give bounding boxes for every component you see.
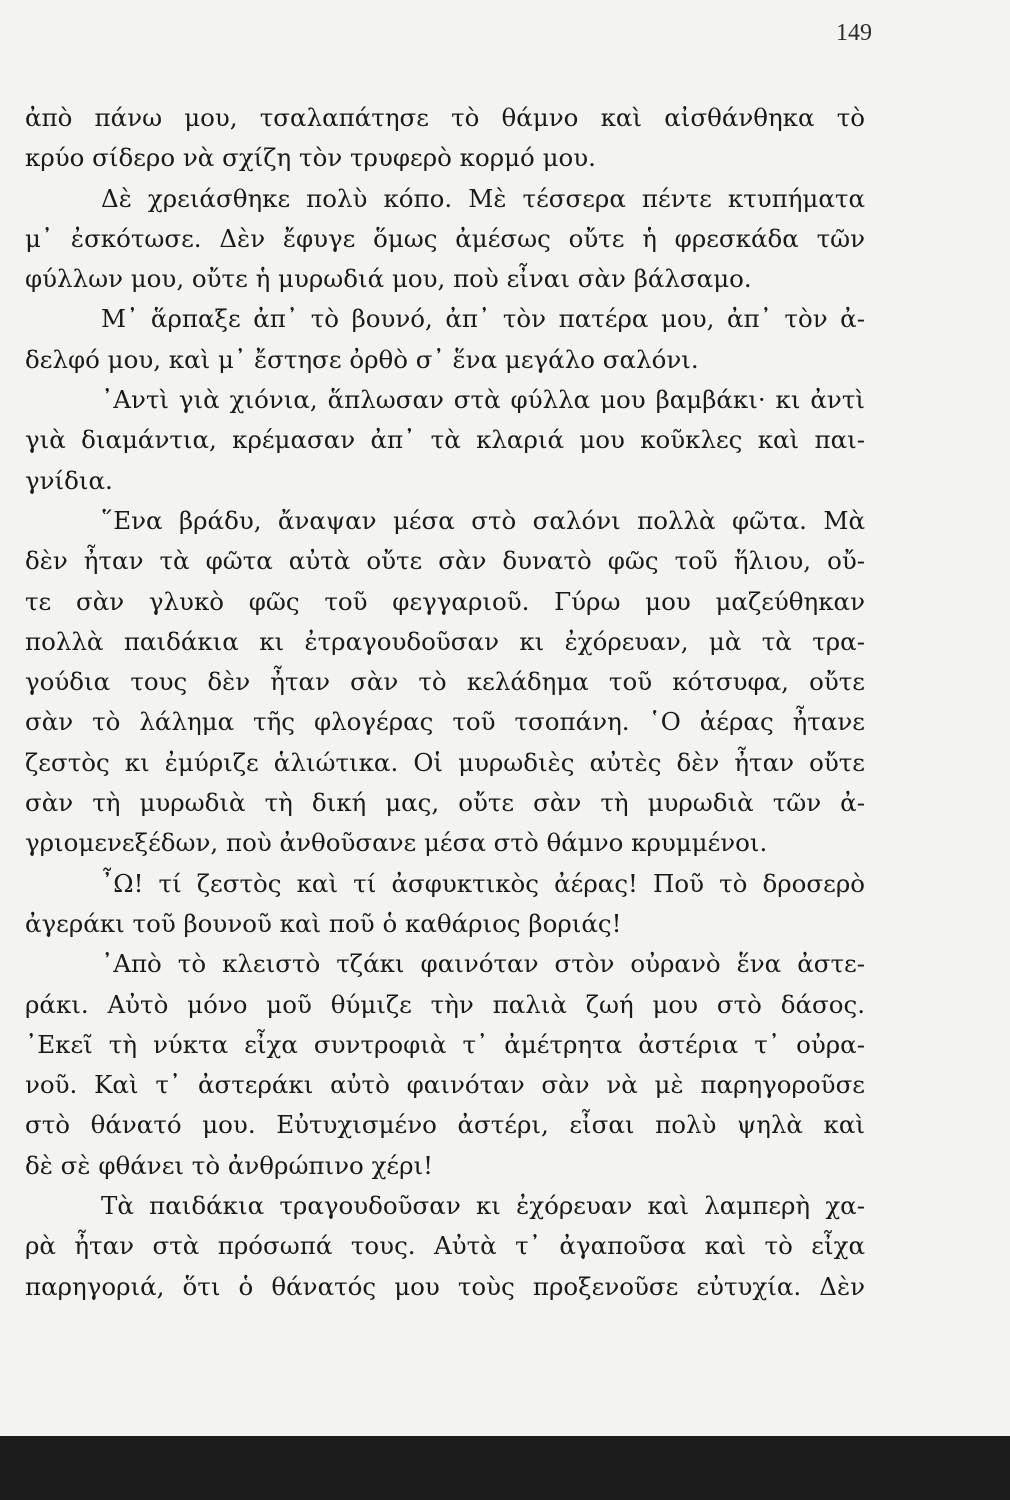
text-line: νοῦ. Καὶ τ᾽ ἀστεράκι αὐτὸ φαινόταν σὰν νὰ μὲ παρηγοροῦσε — [25, 1070, 865, 1100]
text-line: ῏Ω! τί ζεστὸς καὶ τί ἀσφυκτικὸς ἀέρας! Ποῦ τὸ δροσερὸ — [101, 868, 865, 898]
body-text — [25, 98, 865, 1307]
text-line: παρηγοριά, ὅτι ὁ θάνατός μου τοὺς προξενοῦσε εὐτυχία. Δὲν — [25, 1271, 865, 1301]
text-line: γιὰ διαμάντια, κρέμασαν ἀπ᾽ τὰ κλαριά μου κοῦκλες καὶ παι- — [25, 425, 865, 455]
text-line: ράκι. Αὐτὸ μόνο μοῦ θύμιζε τὴν παλιὰ ζωή μου στὸ δάσος. — [25, 989, 865, 1019]
text-line: στὸ θάνατό μου. Εὐτυχισμένο ἀστέρι, εἶσαι πολὺ ψηλὰ καὶ — [25, 1110, 865, 1140]
text-line: σὰν τὸ λάλημα τῆς φλογέρας τοῦ τσοπάνη. ῾Ο ἀέρας ἦτανε — [25, 707, 865, 737]
text-line: ζεστὸς κι ἐμύριζε ἁλιώτικα. Οἱ μυρωδιὲς αὐτὲς δὲν ἦταν οὔτε — [25, 747, 865, 777]
text-line: δὲ σὲ φθάνει τὸ ἀνθρώπινο χέρι! — [25, 1150, 433, 1180]
text-line: ᾽Εκεῖ τὴ νύκτα εἶχα συντροφιὰ τ᾽ ἀμέτρητα ἀστέρια τ᾽ οὐρα- — [25, 1029, 865, 1059]
text-line: ᾽Αντὶ γιὰ χιόνια, ἅπλωσαν στὰ φύλλα μου βαμβάκι· κι ἀντὶ — [101, 385, 865, 415]
text-line: δὲν ἦταν τὰ φῶτα αὐτὰ οὔτε σὰν δυνατὸ φῶς τοῦ ἥλιου, οὔ- — [25, 546, 865, 576]
text-line: ἀγεράκι τοῦ βουνοῦ καὶ ποῦ ὁ καθάριος βοριάς! — [25, 908, 622, 938]
text-line: Δὲ χρειάσθηκε πολὺ κόπο. Μὲ τέσσερα πέντε κτυπήματα — [101, 183, 865, 213]
text-line: μ᾽ ἐσκότωσε. Δὲν ἔφυγε ὅμως ἀμέσως οὔτε ἡ φρεσκάδα τῶν — [25, 223, 865, 253]
text-line: πολλὰ παιδάκια κι ἐτραγουδοῦσαν κι ἐχόρευαν, μὰ τὰ τρα- — [25, 626, 865, 656]
text-line: Τὰ παιδάκια τραγουδοῦσαν κι ἐχόρευαν καὶ λαμπερὴ χα- — [101, 1191, 865, 1221]
page-number: 149 — [836, 20, 872, 46]
text-line: γνίδια. — [25, 465, 113, 495]
text-line: δελφό μου, καὶ μ᾽ ἔστησε ὀρθὸ σ᾽ ἕνα μεγάλο σαλόνι. — [25, 344, 699, 374]
text-line: ρὰ ἦταν στὰ πρόσωπά τους. Αὐτὰ τ᾽ ἀγαποῦσα καὶ τὸ εἶχα — [25, 1231, 865, 1261]
text-line: τε σὰν γλυκὸ φῶς τοῦ φεγγαριοῦ. Γύρω μου μαζεύθηκαν — [25, 586, 865, 616]
text-line: ᾽Απὸ τὸ κλειστὸ τζάκι φαινόταν στὸν οὐρανὸ ἕνα ἀστε- — [101, 949, 865, 979]
text-line: κρύο σίδερο νὰ σχίζη τὸν τρυφερὸ κορμό μου. — [25, 143, 596, 173]
scan-bottom-edge — [0, 1436, 1010, 1500]
text-line: ῞Ενα βράδυ, ἄναψαν μέσα στὸ σαλόνι πολλὰ φῶτα. Μὰ — [101, 505, 865, 535]
text-line: γούδια τους δὲν ἦταν σὰν τὸ κελάδημα τοῦ κότσυφα, οὔτε — [25, 667, 865, 697]
text-line: Μ᾽ ἅρπαξε ἀπ᾽ τὸ βουνό, ἀπ᾽ τὸν πατέρα μου, ἀπ᾽ τὸν ἀ- — [101, 304, 865, 334]
text-line: ἀπὸ πάνω μου, τσαλαπάτησε τὸ θάμνο καὶ αἰσθάνθηκα τὸ — [25, 103, 865, 132]
text-line: σὰν τὴ μυρωδιὰ τὴ δική μας, οὔτε σὰν τὴ μυρωδιὰ τῶν ἀ- — [25, 788, 865, 818]
text-line: φύλλων μου, οὔτε ἡ μυρωδιά μου, ποὺ εἶναι σὰν βάλσαμο. — [25, 264, 752, 294]
text-line: γριομενεξέδων, ποὺ ἀνθοῦσανε μέσα στὸ θάμνο κρυμμένοι. — [25, 828, 768, 858]
